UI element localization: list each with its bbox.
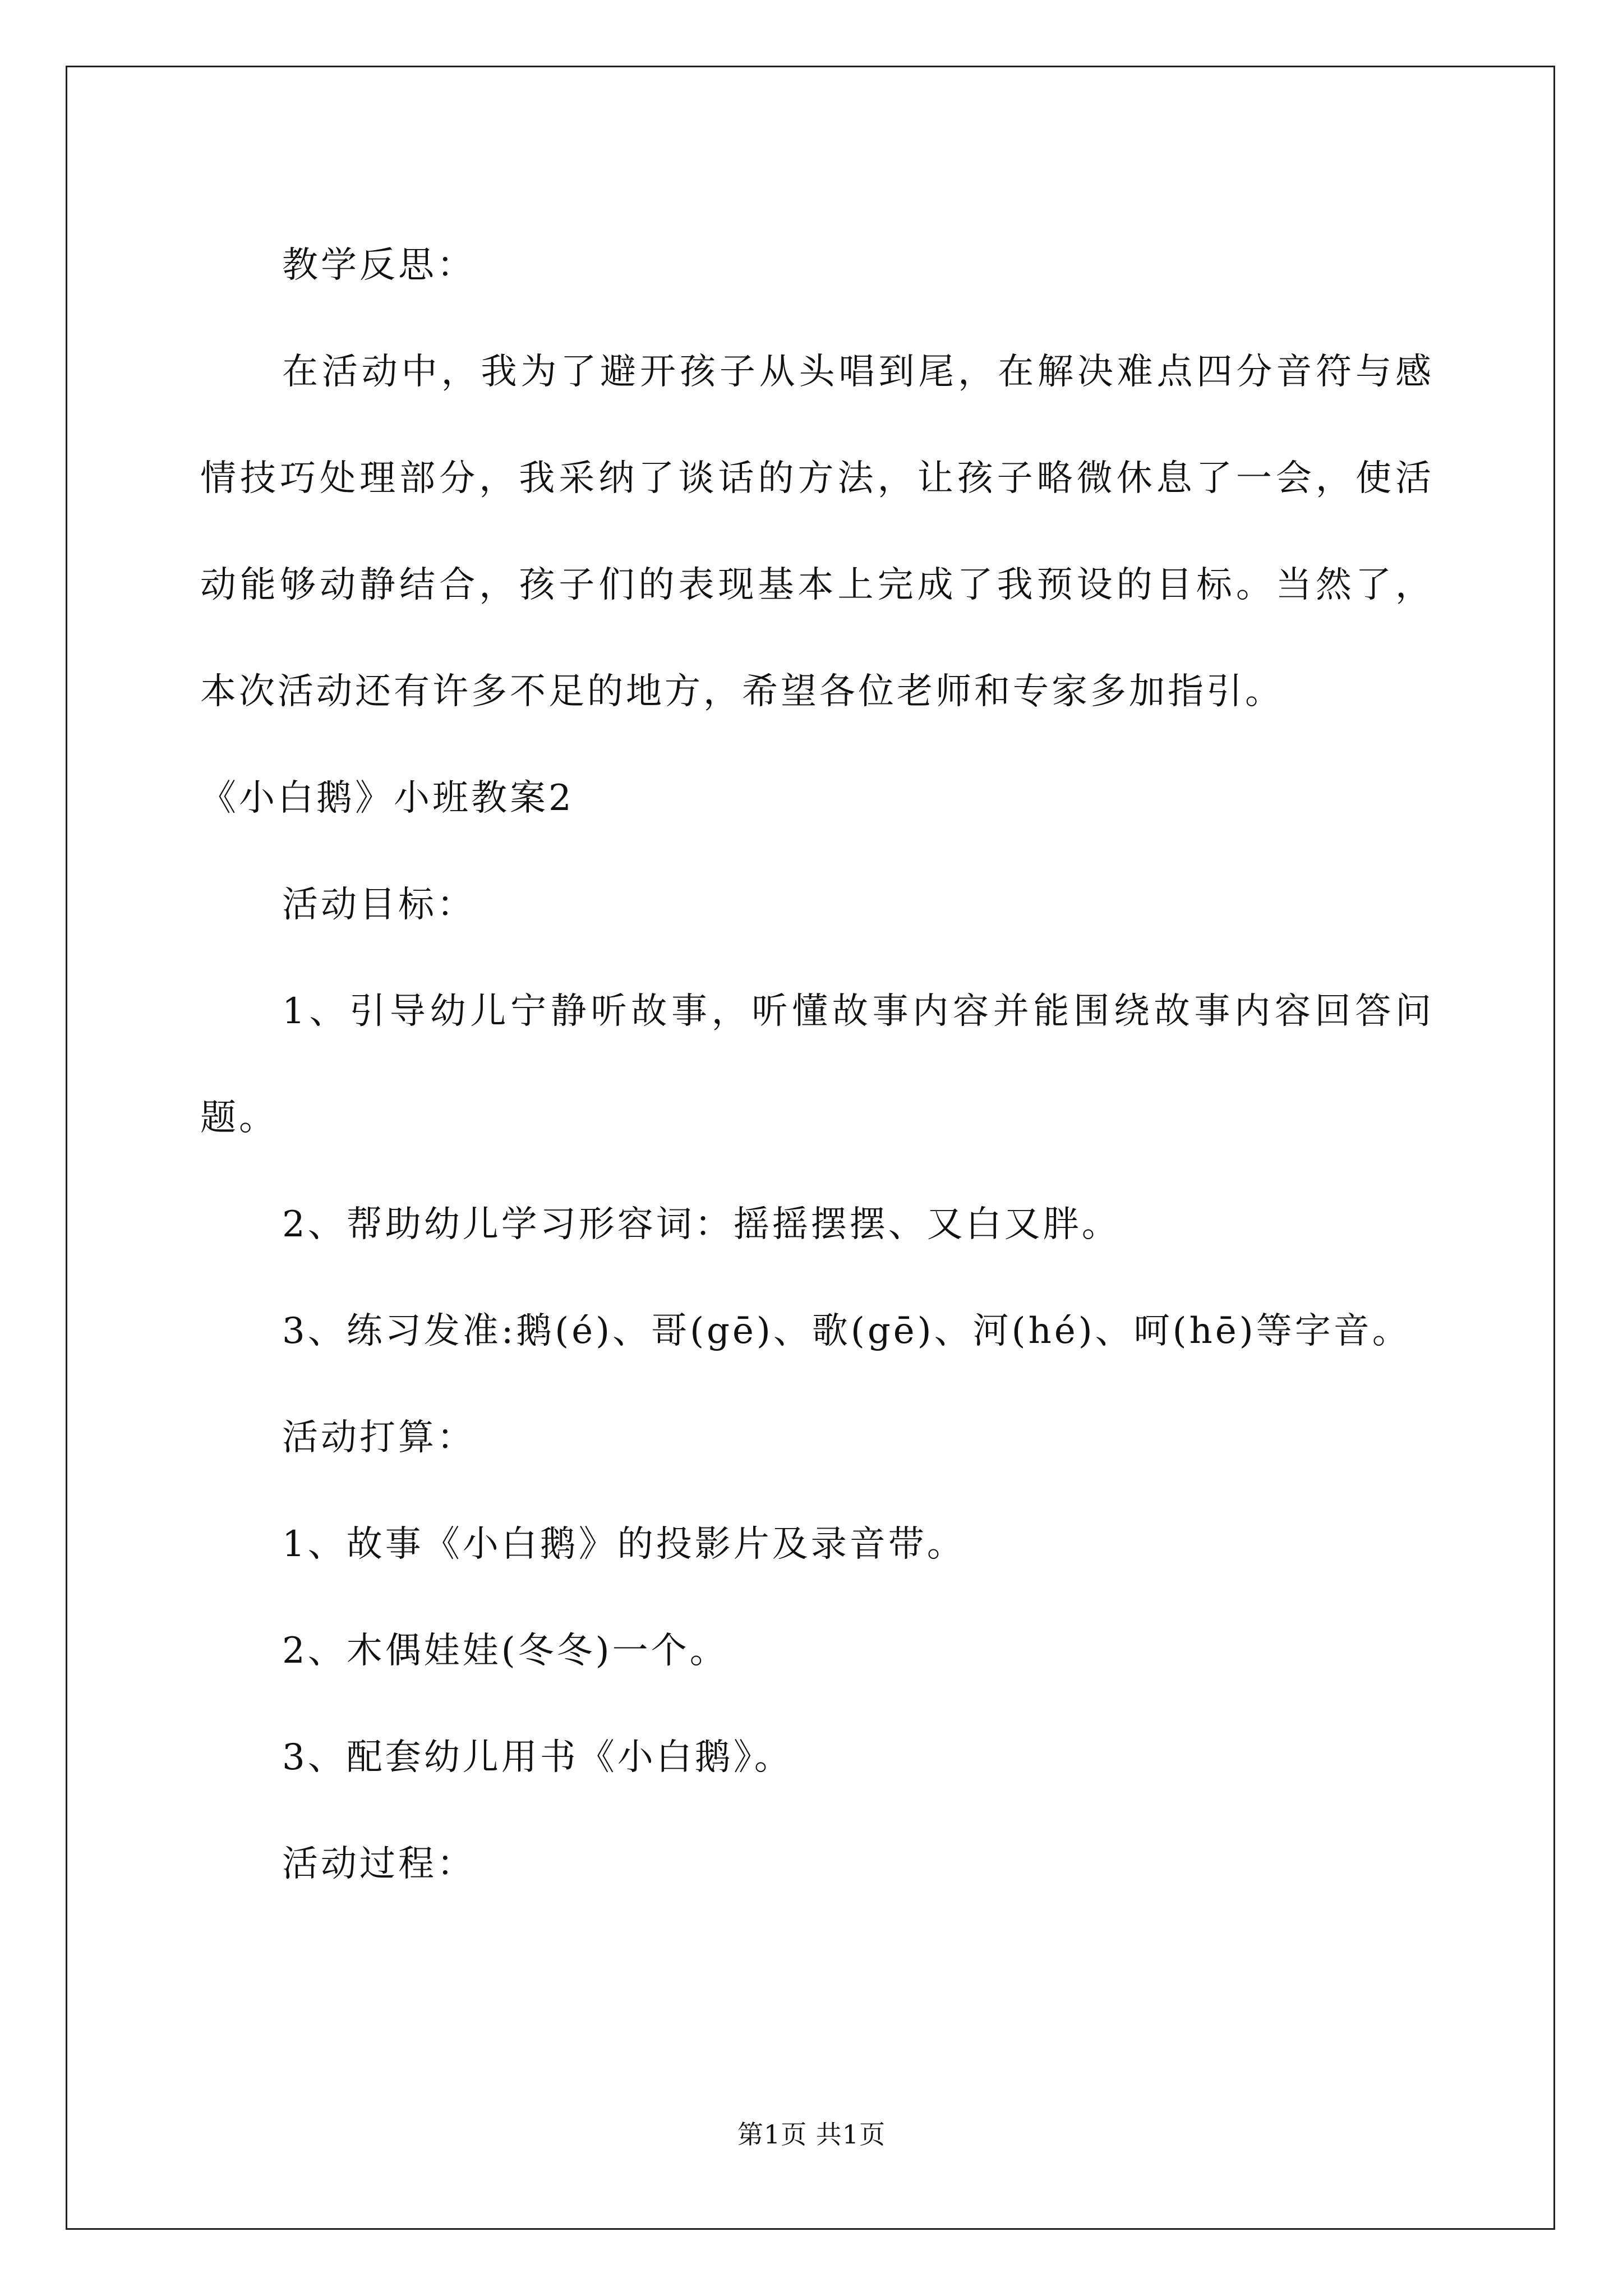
prep-item: 1、故事《小白鹅》的投影片及录音带。 (282, 1524, 966, 1565)
prep-item: 2、木偶娃娃(冬冬)一个。 (282, 1630, 728, 1672)
lesson-title: 《小白鹅》小班教案2 (200, 777, 574, 819)
prep-heading: 活动打算： (282, 1417, 476, 1458)
goal-item: 2、帮助幼儿学习形容词：摇摇摆摆、又白又胖。 (282, 1204, 1121, 1245)
goal-item: 3、练习发准:鹅(é)、哥(gē)、歌(gē)、河(hé)、呵(hē)等字音。 (282, 1310, 1411, 1352)
prep-item: 3、配套幼儿用书《小白鹅》。 (282, 1737, 793, 1778)
goals-heading: 活动目标： (282, 884, 476, 926)
reflection-body: 在活动中，我为了避开孩子从头唱到尾，在解决难点四分音符与感情技巧处理部分，我采纳了谈话的方法，让孩子略微休息了一会，使活动能够动静结合，孩子们的表现基本上完成了我预设的目标。当然了，本次活动还有许多不足的地方，希望各位老师和专家多加指引。 (200, 351, 1434, 712)
goal-item: 1、引导幼儿宁静听故事，听懂故事内容并能围绕故事内容回答问题。 (200, 991, 1434, 1139)
reflection-heading: 教学反思： (282, 245, 476, 286)
page-number-footer: 第1页 共1页 (737, 2119, 886, 2150)
process-heading: 活动过程： (282, 1843, 476, 1885)
document-body (200, 212, 1434, 1917)
